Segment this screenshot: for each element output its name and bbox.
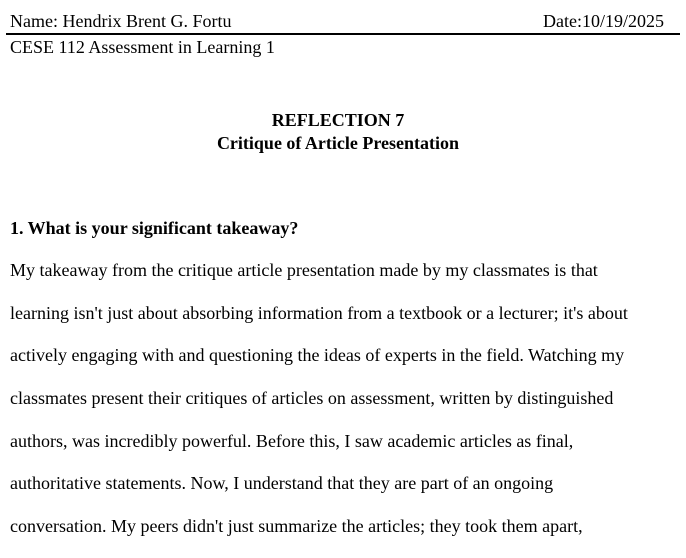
answer-line: authoritative statements. Now, I understand that they are part of an ongoing bbox=[10, 473, 554, 494]
document-header bbox=[10, 10, 664, 32]
answer-line: learning isn't just about absorbing information from a textbook or a lecturer; it's about bbox=[10, 302, 628, 323]
answer-paragraph bbox=[10, 259, 680, 558]
header-divider bbox=[6, 33, 680, 35]
answer-line: My takeaway from the critique article presentation made by my classmates is that bbox=[10, 260, 598, 280]
submission-date: Date:10/19/2025 bbox=[543, 11, 664, 31]
question-heading: 1. What is your significant takeaway? bbox=[10, 218, 299, 238]
answer-line: actively engaging with and questioning the ideas of experts in the field. Watching my bbox=[10, 345, 625, 366]
document-title bbox=[0, 109, 676, 155]
student-name: Name: Hendrix Brent G. Fortu bbox=[10, 11, 232, 31]
answer-line: conversation. My peers didn't just summarize the articles; they took them apart, bbox=[10, 516, 583, 537]
course-title: CESE 112 Assessment in Learning 1 bbox=[10, 37, 275, 57]
reflection-heading: REFLECTION 7 bbox=[271, 110, 405, 130]
answer-line: classmates present their critiques of articles on assessment, written by distinguished bbox=[10, 388, 614, 409]
answer-line: authors, was incredibly powerful. Before this, I saw academic articles as final, bbox=[10, 430, 574, 451]
reflection-subheading: Critique of Article Presentation bbox=[216, 133, 460, 153]
